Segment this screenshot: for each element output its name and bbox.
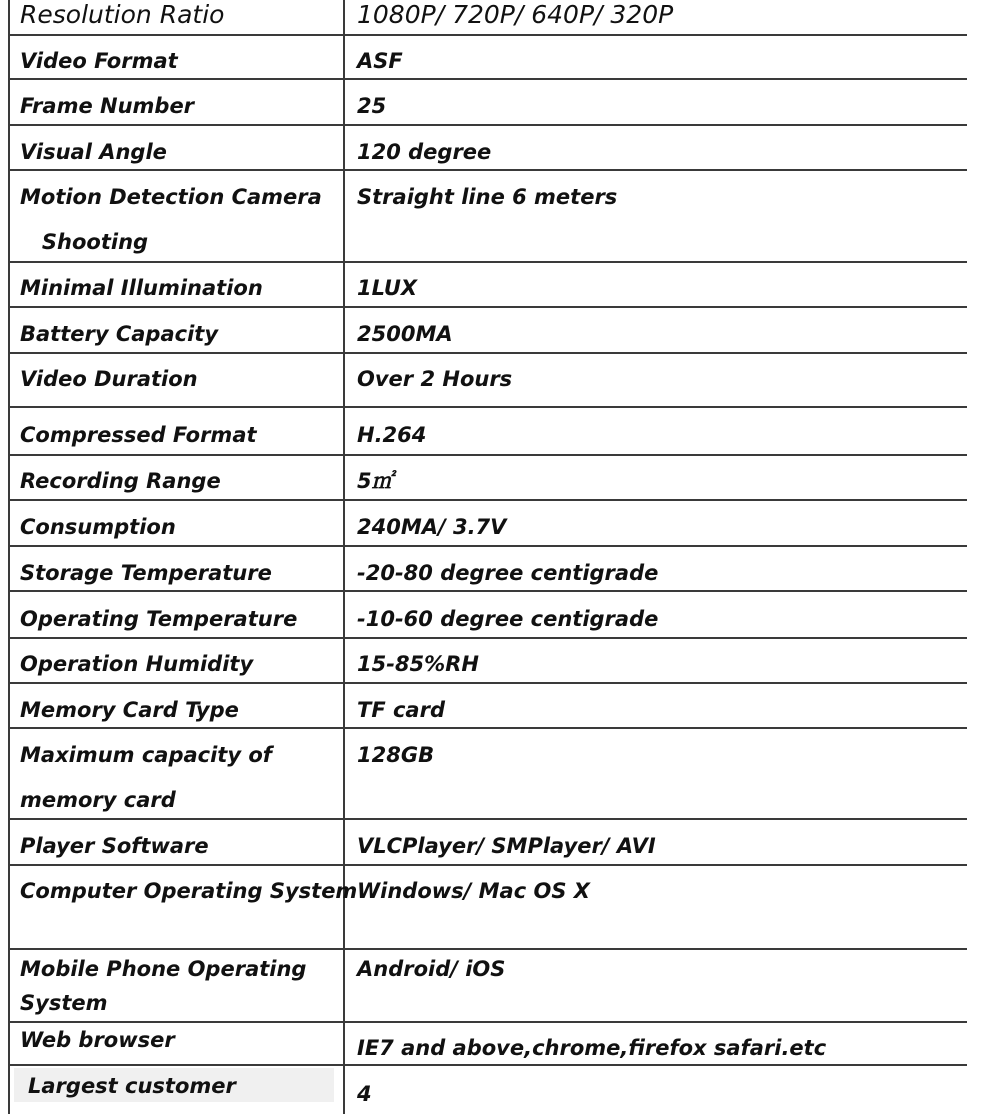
spec-value: -20-80 degree centigrade	[357, 561, 659, 585]
spec-label: Battery Capacity	[20, 322, 219, 346]
spec-value: Android/ iOS	[357, 957, 506, 981]
spec-label: Memory Card Type	[20, 698, 239, 722]
spec-value: 128GB	[357, 743, 435, 767]
spec-label: Recording Range	[20, 469, 221, 493]
spec-label: Resolution Ratio	[20, 0, 225, 29]
spec-label: Frame Number	[20, 94, 195, 118]
spec-value: H.264	[357, 423, 427, 447]
spec-label: Operation Humidity	[20, 652, 254, 676]
spec-value: Straight line 6 meters	[357, 185, 618, 209]
spec-label: Operating Temperature	[20, 607, 298, 631]
spec-value: 120 degree	[357, 140, 492, 164]
spec-value: ASF	[357, 49, 403, 73]
spec-value: 4	[357, 1082, 372, 1106]
spec-label: Minimal Illumination	[20, 276, 263, 300]
spec-label: Largest customer	[28, 1074, 236, 1098]
spec-label: Motion Detection Camera Shooting	[20, 185, 322, 254]
row-divider	[8, 34, 967, 36]
spec-value: Over 2 Hours	[357, 367, 513, 391]
row-divider	[8, 948, 967, 950]
spec-label: Video Format	[20, 49, 178, 73]
spec-label: Player Software	[20, 834, 209, 858]
spec-value: 240MA/ 3.7V	[357, 515, 507, 539]
spec-value: 1LUX	[357, 276, 418, 300]
spec-label: Consumption	[20, 515, 176, 539]
spec-value: IE7 and above,chrome,firefox safari.etc	[357, 1036, 827, 1060]
spec-value: 15-85%RH	[357, 652, 479, 676]
spec-value: 2500MA	[357, 322, 453, 346]
spec-label: Visual Angle	[20, 140, 167, 164]
spec-label: Computer Operating System	[20, 879, 358, 903]
table-column-divider	[343, 0, 345, 1114]
spec-value: -10-60 degree centigrade	[357, 607, 659, 631]
spec-value: Windows/ Mac OS X	[357, 879, 590, 903]
spec-value: 5㎡	[357, 469, 393, 493]
spec-value: VLCPlayer/ SMPlayer/ AVI	[357, 834, 656, 858]
spec-label: Mobile Phone Operating System	[20, 957, 307, 1015]
table-left-border	[8, 0, 10, 1114]
row-divider	[8, 406, 967, 408]
spec-value: TF card	[357, 698, 445, 722]
spec-label: Web browser	[20, 1028, 175, 1052]
spec-value: 1080P/ 720P/ 640P/ 320P	[357, 0, 674, 29]
spec-label: Storage Temperature	[20, 561, 272, 585]
spec-label: Video Duration	[20, 367, 198, 391]
spec-label: Maximum capacity of memory card	[20, 743, 272, 812]
spec-label: Compressed Format	[20, 423, 257, 447]
spec-value: 25	[357, 94, 387, 118]
